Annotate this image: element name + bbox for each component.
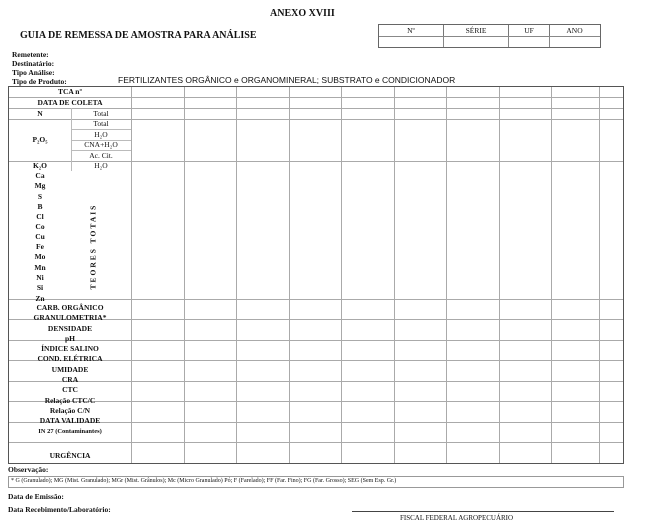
- fiscal-label: FISCAL FEDERAL AGROPECUÁRIO: [400, 514, 514, 522]
- data-emissao-label: Data de Emissão:: [8, 492, 64, 501]
- row-ph: pH: [64, 334, 75, 343]
- element-co: Co: [35, 222, 45, 231]
- element-mo: Mo: [34, 252, 46, 261]
- tipo-analise-label: Tipo Análise:: [12, 68, 55, 77]
- element-mn: Mn: [34, 263, 46, 272]
- row-ctc: CTC: [62, 385, 78, 394]
- row-in27: IN 27 (Contaminantes): [38, 428, 102, 435]
- row-indice-salino: ÍNDICE SALINO: [41, 344, 99, 353]
- row-granulometria: GRANULOMETRIA*: [33, 313, 107, 322]
- box-label-serie: SÉRIE: [444, 25, 509, 36]
- data-recebimento-label: Data Recebimento/Laboratório:: [8, 505, 111, 514]
- n-total-label: Total: [93, 109, 109, 118]
- element-ca: Ca: [35, 171, 45, 180]
- signature-line: [352, 511, 614, 512]
- p2o5-acit-label: Ac. Cit.: [89, 151, 113, 160]
- n-label: N: [37, 109, 43, 118]
- box-label-uf: UF: [509, 25, 550, 36]
- element-mg: Mg: [34, 181, 46, 190]
- row-cra: CRA: [61, 375, 79, 384]
- element-s: S: [37, 192, 43, 201]
- row-data-validade: DATA VALIDADE: [39, 416, 101, 425]
- data-coleta-label: DATA DE COLETA: [37, 98, 103, 107]
- row-carb-organico: CARB. ORGÂNICO: [36, 303, 104, 312]
- tipo-produto-label: Tipo de Produto:: [12, 77, 67, 86]
- tipo-produto-value: FERTILIZANTES ORGÂNICO e ORGANOMINERAL; SUBSTRATO e CONDICIONADOR: [118, 75, 456, 85]
- element-fe: Fe: [36, 242, 44, 251]
- element-zn: Zn: [35, 294, 45, 303]
- element-cu: Cu: [35, 232, 45, 241]
- row-densidade: DENSIDADE: [47, 324, 93, 333]
- observacao-label: Observação:: [8, 465, 49, 474]
- granulometry-legend: * G (Granulado); MG (Mist. Granulado); MGr (Mist. Grânulos); Mc (Micro Granulado) Pó; F (Farelado); FF (Far. Fino); FG (Far. Grosso); SEG (Sem Esp. Gr.): [11, 478, 397, 484]
- analysis-table: [8, 86, 624, 464]
- teores-totais-label: TEORES TOTAIS: [88, 203, 98, 290]
- annex-title: ANEXO XVIII: [270, 8, 335, 19]
- destinatario-label: Destinatário:: [12, 59, 55, 68]
- k2o-label: K₂O: [33, 161, 47, 170]
- p2o5-h2o-label: H₂O: [94, 130, 108, 139]
- row-cond-eletrica: COND. ELÉTRICA: [37, 354, 103, 363]
- element-ni: Ni: [36, 273, 44, 282]
- document-number-box: [378, 24, 601, 48]
- row-umidade: UMIDADE: [51, 365, 89, 374]
- element-cl: Cl: [36, 212, 44, 221]
- legend-box: [8, 476, 624, 488]
- box-label-ano: ANO: [566, 26, 583, 35]
- p2o5-total-label: Total: [93, 119, 109, 128]
- p2o5-label: P₂O₅: [32, 135, 48, 144]
- urgencia-label: URGÊNCIA: [49, 451, 91, 460]
- tca-label: TCA nº: [58, 87, 82, 96]
- element-si: Si: [36, 283, 44, 292]
- element-b: B: [37, 202, 43, 211]
- row-relacao-ctc-c: Relação CTC/C: [44, 396, 96, 405]
- box-label-numero: Nº: [379, 25, 444, 36]
- page-title: GUIA DE REMESSA DE AMOSTRA PARA ANÁLISE: [20, 30, 257, 41]
- k2o-h2o-label: H₂O: [94, 161, 108, 170]
- row-relacao-c-n: Relação C/N: [49, 406, 91, 415]
- p2o5-cna-label: CNA+H₂O: [84, 140, 118, 149]
- remetente-label: Remetente:: [12, 50, 49, 59]
